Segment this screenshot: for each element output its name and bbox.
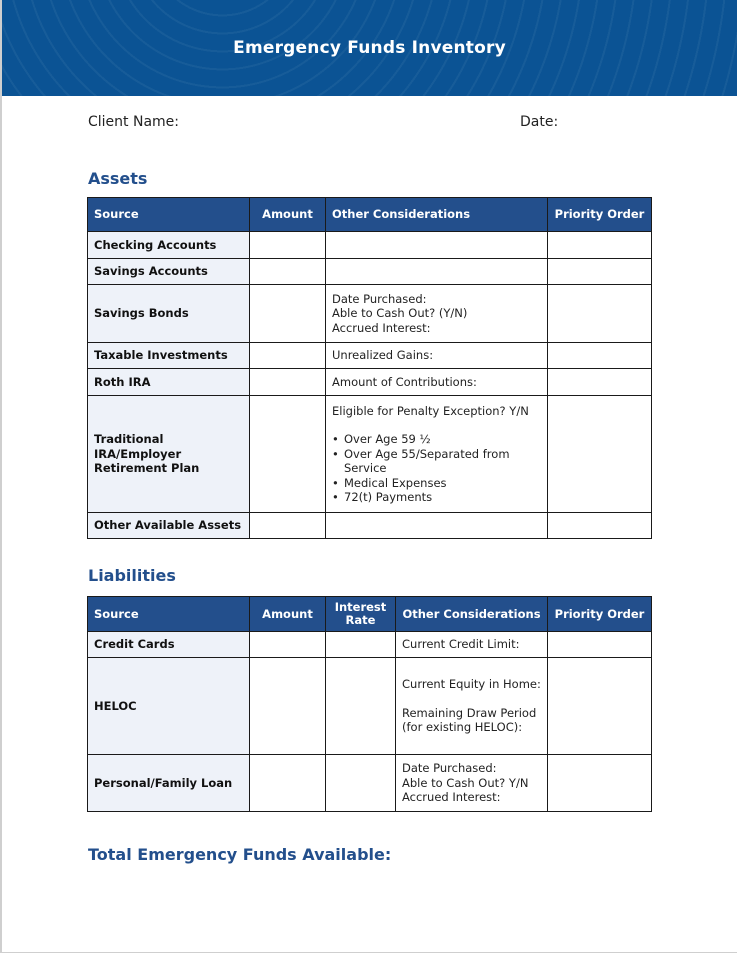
liabilities-title: Liabilities: [88, 566, 176, 585]
col-source: Source: [88, 597, 250, 632]
source-cell: Other Available Assets: [88, 513, 250, 539]
col-source: Source: [88, 198, 250, 232]
liabilities-table: [87, 596, 652, 812]
consideration-text: Accrued Interest:: [402, 790, 501, 805]
considerations-cell[interactable]: [396, 658, 548, 755]
priority-cell[interactable]: [548, 755, 652, 812]
col-amount: Amount: [250, 597, 326, 632]
col-other-considerations: Other Considerations: [326, 198, 548, 232]
consideration-text: Current Equity in Home:: [402, 677, 541, 692]
priority-cell[interactable]: [548, 285, 652, 343]
source-cell: Taxable Investments: [88, 343, 250, 369]
priority-cell[interactable]: [548, 632, 652, 658]
amount-cell[interactable]: [250, 755, 326, 812]
consideration-text: Eligible for Penalty Exception? Y/N: [332, 403, 529, 418]
source-cell: Savings Bonds: [88, 285, 250, 343]
col-other-considerations: Other Considerations: [396, 597, 548, 632]
priority-cell[interactable]: [548, 396, 652, 513]
assets-title: Assets: [88, 169, 148, 188]
table-row: [88, 658, 652, 755]
table-row: [88, 396, 652, 513]
considerations-cell[interactable]: [396, 632, 548, 658]
considerations-cell[interactable]: [326, 259, 548, 285]
date-label: Date:: [520, 114, 559, 130]
priority-cell[interactable]: [548, 658, 652, 755]
amount-cell[interactable]: [250, 285, 326, 343]
priority-cell[interactable]: [548, 259, 652, 285]
interest-rate-cell[interactable]: [326, 658, 396, 755]
col-priority-order: Priority Order: [548, 198, 652, 232]
assets-table: [87, 197, 652, 539]
table-row: [88, 343, 652, 369]
table-row: [88, 259, 652, 285]
considerations-cell[interactable]: [396, 755, 548, 812]
list-item: • Over Age 55/Separated from Service: [344, 447, 541, 476]
client-name-label: Client Name:: [88, 114, 179, 130]
col-priority-order: Priority Order: [548, 597, 652, 632]
source-cell: Checking Accounts: [88, 232, 250, 259]
table-row: [88, 285, 652, 343]
header-banner: [2, 0, 737, 96]
source-cell: HELOC: [88, 658, 250, 755]
amount-cell[interactable]: [250, 513, 326, 539]
amount-cell[interactable]: [250, 259, 326, 285]
considerations-cell[interactable]: [326, 343, 548, 369]
table-row: [88, 513, 652, 539]
source-cell: Credit Cards: [88, 632, 250, 658]
exception-list: [332, 432, 541, 505]
amount-cell[interactable]: [250, 232, 326, 259]
interest-rate-cell[interactable]: [326, 632, 396, 658]
consideration-text: Date Purchased:: [332, 291, 427, 306]
consideration-text: Able to Cash Out? (Y/N): [332, 306, 468, 321]
priority-cell[interactable]: [548, 513, 652, 539]
consideration-text: Accrued Interest:: [332, 320, 431, 335]
table-row: [88, 632, 652, 658]
assets-header-row: [88, 198, 652, 232]
list-item: • Medical Expenses: [344, 476, 541, 491]
source-cell: Roth IRA: [88, 369, 250, 396]
consideration-text: Able to Cash Out? Y/N: [402, 775, 529, 790]
consideration-text: Date Purchased:: [402, 761, 497, 776]
amount-cell[interactable]: [250, 632, 326, 658]
table-row: [88, 369, 652, 396]
considerations-cell[interactable]: [326, 396, 548, 513]
amount-cell[interactable]: [250, 658, 326, 755]
priority-cell[interactable]: [548, 232, 652, 259]
consideration-text: Remaining Draw Period (for existing HELOC):: [402, 705, 537, 735]
consideration-text: Amount of Contributions:: [332, 374, 477, 389]
col-interest-rate: Interest Rate: [326, 597, 396, 632]
liabilities-header-row: [88, 597, 652, 632]
amount-cell[interactable]: [250, 369, 326, 396]
table-row: [88, 755, 652, 812]
consideration-text: Current Credit Limit:: [402, 637, 520, 652]
priority-cell[interactable]: [548, 343, 652, 369]
priority-cell[interactable]: [548, 369, 652, 396]
considerations-cell[interactable]: [326, 369, 548, 396]
considerations-cell[interactable]: [326, 232, 548, 259]
amount-cell[interactable]: [250, 396, 326, 513]
list-item: • Over Age 59 ½: [344, 432, 541, 447]
col-amount: Amount: [250, 198, 326, 232]
table-row: [88, 232, 652, 259]
source-cell: Personal/Family Loan: [88, 755, 250, 812]
source-cell: Savings Accounts: [88, 259, 250, 285]
page-title: Emergency Funds Inventory: [233, 38, 506, 58]
source-cell: Traditional IRA/Employer Retirement Plan: [88, 396, 250, 513]
amount-cell[interactable]: [250, 343, 326, 369]
total-emergency-funds-label: Total Emergency Funds Available:: [88, 845, 392, 864]
consideration-text: Unrealized Gains:: [332, 348, 434, 363]
list-item: • 72(t) Payments: [344, 490, 541, 505]
considerations-cell[interactable]: [326, 285, 548, 343]
considerations-cell[interactable]: [326, 513, 548, 539]
interest-rate-cell[interactable]: [326, 755, 396, 812]
